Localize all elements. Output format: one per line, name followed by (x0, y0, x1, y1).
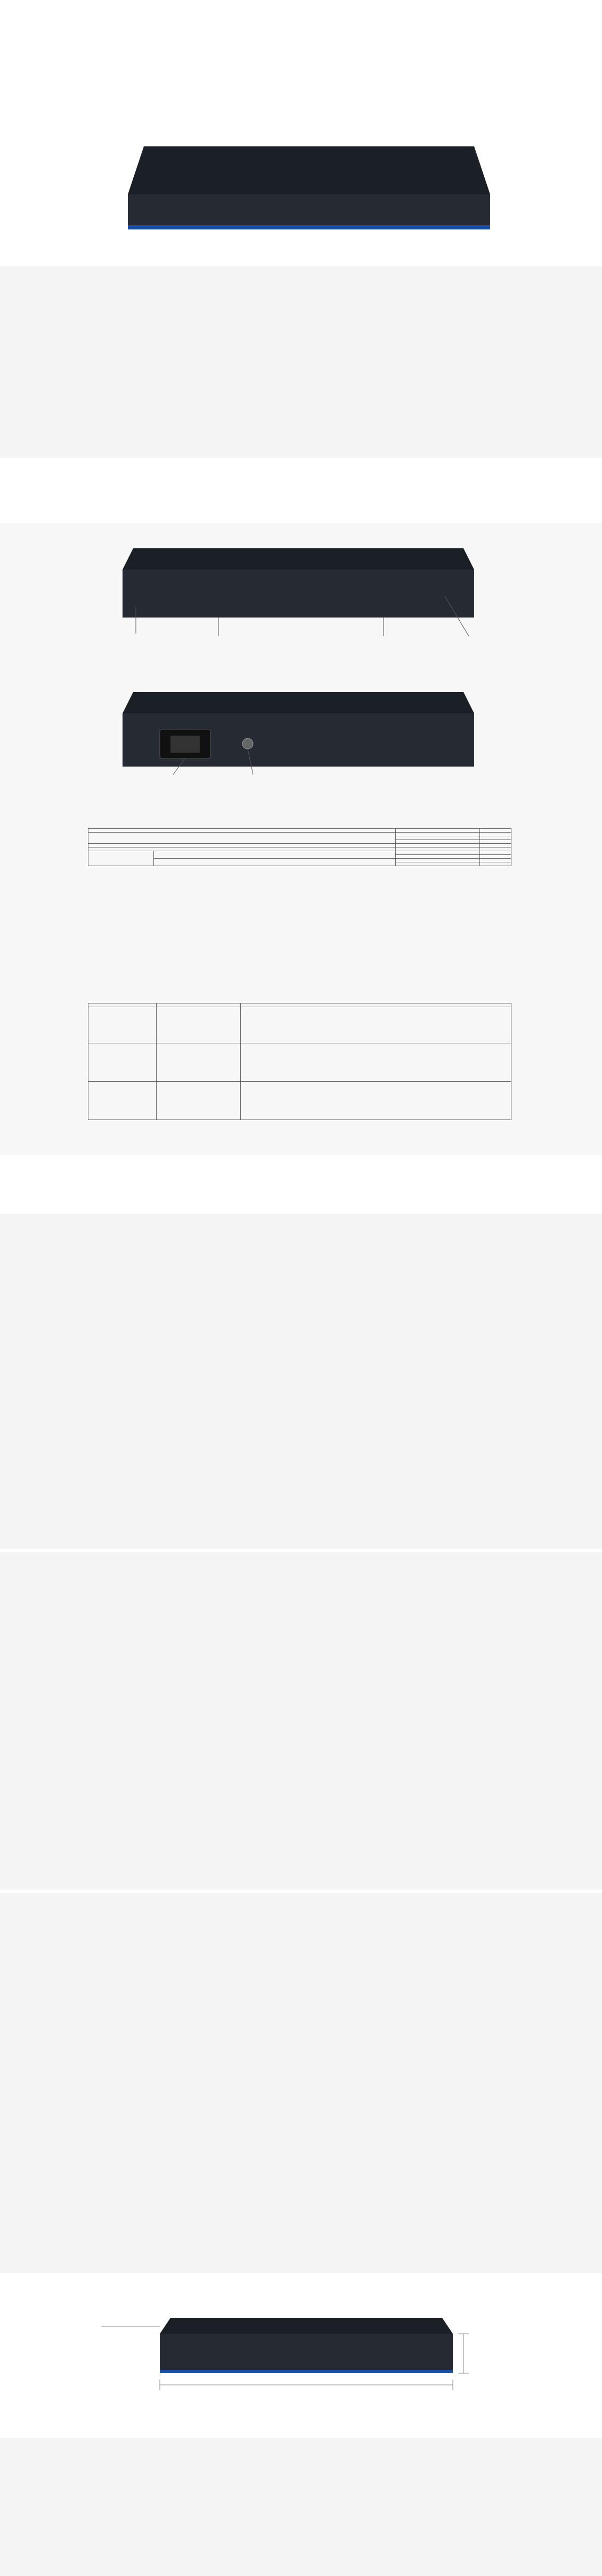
cell-state (395, 833, 479, 836)
cell-state (395, 855, 479, 859)
size-diagram (0, 2310, 602, 2438)
cell-indicator (88, 833, 396, 844)
scheme1-section (0, 1214, 602, 1549)
cell-desc (479, 855, 511, 859)
cell-desc (241, 1007, 511, 1043)
cell-switch (88, 1007, 157, 1043)
cell-desc (479, 862, 511, 866)
cell-desc (479, 833, 511, 836)
cell-sub (154, 851, 396, 859)
col-switch (88, 1003, 157, 1007)
cell-indicator (88, 847, 396, 851)
cell-mode (157, 1082, 241, 1120)
cell-state (395, 840, 479, 844)
accessories-section (0, 2438, 602, 2576)
switch-front-image (0, 538, 602, 644)
switch-hero-image (0, 136, 602, 264)
cell-state (395, 859, 479, 862)
cell-desc (479, 847, 511, 851)
col-description (479, 829, 511, 833)
col-indicator (88, 829, 396, 833)
indicator-table (88, 828, 511, 866)
scheme2-section (0, 1549, 602, 1893)
cell-sub (154, 859, 396, 866)
size-section (0, 2273, 602, 2438)
col-state (395, 829, 479, 833)
cell-state (395, 851, 479, 855)
cell-desc (479, 844, 511, 847)
function-table (88, 1003, 511, 1120)
cell-desc (479, 836, 511, 840)
cell-desc (479, 840, 511, 844)
hero-section (0, 0, 602, 266)
col-mode (157, 1003, 241, 1007)
cell-switch (88, 1082, 157, 1120)
col-description (241, 1003, 511, 1007)
cell-state (395, 847, 479, 851)
cell-desc (479, 859, 511, 862)
cell-switch (88, 1043, 157, 1082)
cell-desc (479, 851, 511, 855)
cell-mode (157, 1007, 241, 1043)
cell-mode (157, 1043, 241, 1082)
plug-section (0, 458, 602, 1155)
scheme3-section (0, 1890, 602, 2276)
specs-section (0, 266, 602, 458)
cell-desc (241, 1082, 511, 1120)
cell-desc (241, 1043, 511, 1082)
cell-indicator (88, 844, 396, 847)
switch-back-image (0, 681, 602, 777)
cell-state (395, 844, 479, 847)
cell-state (395, 836, 479, 840)
stability-section (0, 1155, 602, 1214)
cell-state (395, 862, 479, 866)
cell-indicator (88, 851, 154, 866)
